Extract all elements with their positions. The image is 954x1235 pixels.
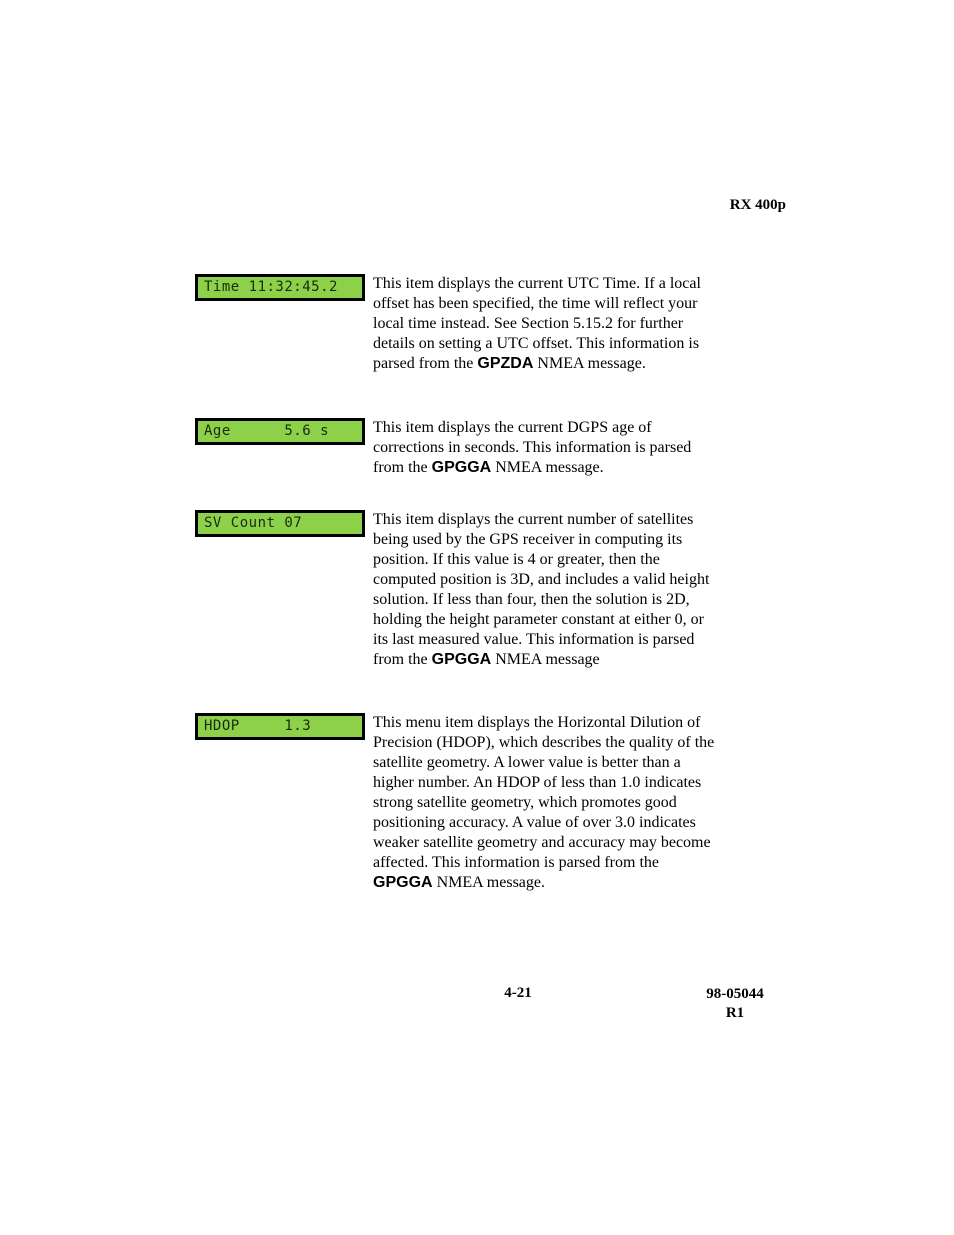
- description-text: This menu item displays the Horizontal Dilution of Precision (HDOP), which describes the quality of the satellite geometry. A lower value is better than a higher number. An HDOP of less than 1.0 indicates strong satellite geometry, which promotes good positioning accuracy. A value of over 3.0 indicates weaker satellite geometry and accuracy may become affected. This information is parsed from the: [373, 714, 715, 871]
- nmea-message-name: GPGGA: [373, 874, 433, 891]
- page-number: 4-21: [504, 985, 532, 1001]
- description-text-end: NMEA message.: [432, 874, 545, 891]
- entry-description: [373, 713, 718, 893]
- description-text: This item displays the current number of satellites being used by the GPS receiver in computing its position. If this value is 4 or greater, then the computed position is 3D, and includes a valid height solution. If less than four, then the solution is 2D, holding the height parameter constant at either 0, or its last measured value. This information is parsed from the: [373, 511, 710, 668]
- nmea-message-name: GPGGA: [431, 651, 492, 668]
- description-text: This item displays the current DGPS age of corrections in seconds. This information is parsed from the: [373, 419, 692, 476]
- description-text-end: NMEA message: [491, 651, 600, 668]
- lcd-display-hdop: HDOP 1.3: [195, 713, 365, 740]
- entry-description: [373, 274, 718, 374]
- description-text-end: NMEA message.: [533, 355, 646, 372]
- document-model-header: RX 400p: [729, 197, 786, 213]
- lcd-display-time: Time 11:32:45.2: [195, 274, 365, 301]
- document-number: [690, 985, 780, 1023]
- nmea-message-name: GPGGA: [431, 459, 492, 476]
- doc-number-label: 98-05044: [706, 986, 764, 1002]
- description-text: This item displays the current UTC Time. If a local offset has been specified, the time will reflect your local time instead. See Section 5.15.2 for further details on setting a UTC offset. This information is parsed from the: [373, 275, 701, 372]
- revision-label: R1: [725, 1005, 745, 1021]
- description-text-end: NMEA message.: [491, 459, 604, 476]
- lcd-display-age: Age 5.6 s: [195, 418, 365, 445]
- entry-description: [373, 510, 718, 670]
- entry-description: [373, 418, 718, 478]
- lcd-display-sv-count: SV Count 07: [195, 510, 365, 537]
- nmea-message-name: GPZDA: [477, 355, 534, 372]
